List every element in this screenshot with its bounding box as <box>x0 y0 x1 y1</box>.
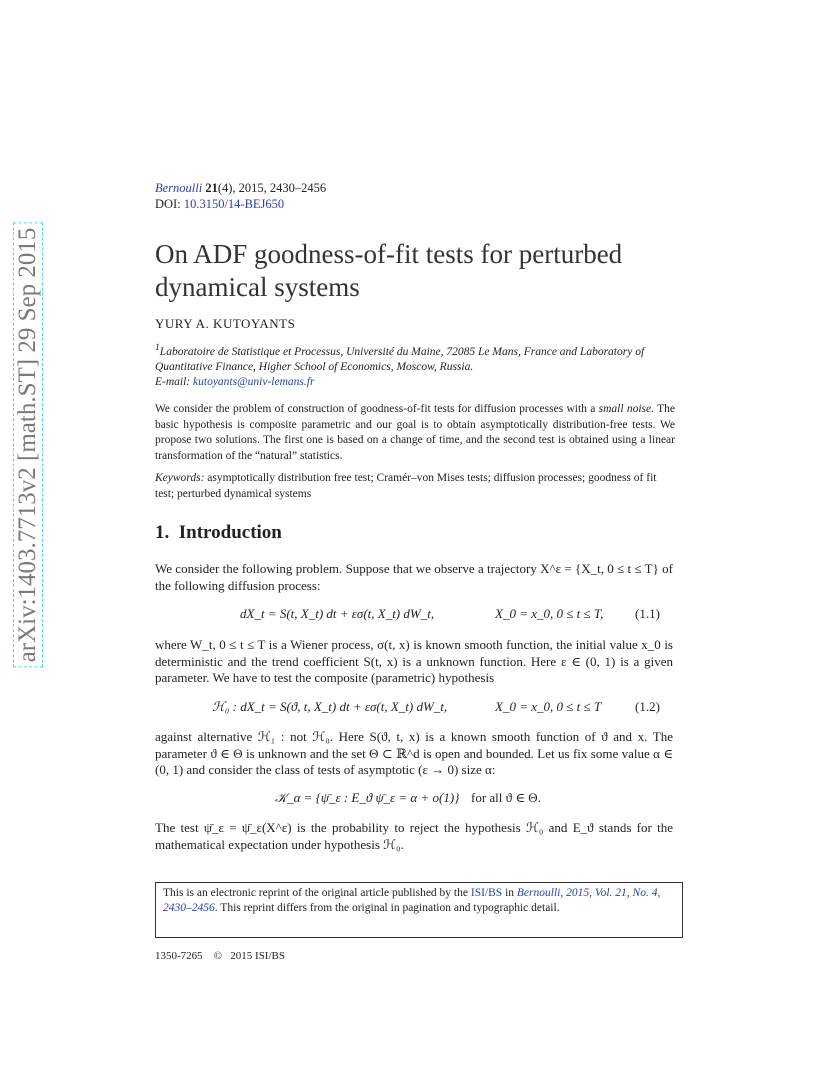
keywords-text: asymptotically distribution free test; Cramér–von Mises tests; diffusion processes; goodness of fit test; perturbed dynamical systems <box>155 472 657 500</box>
reprint-text-2: in <box>502 887 517 899</box>
equation-2-body: ℋ₀ : dX_t = S(ϑ, t, X_t) dt + εσ(t, X_t) dW_t, <box>212 699 448 714</box>
journal-issue: (4), 2015, 2430–2456 <box>217 181 327 195</box>
footer <box>155 950 285 962</box>
email-label: E-mail: <box>155 375 191 388</box>
arxiv-stamp-text[interactable]: arXiv:1403.7713v2 [math.ST] 29 Sep 2015 <box>13 223 43 668</box>
abstract-text-1: We consider the problem of construction of goodness-of-fit tests for diffusion processes with a <box>155 403 599 415</box>
reprint-notice <box>155 882 683 938</box>
reprint-text-3: . This reprint differs from the original in pagination and typographic detail. <box>214 902 560 914</box>
section-heading <box>155 522 282 544</box>
equation-3-body: 𝒦_α = {ψ̄_ε : E_ϑ ψ̄_ε = α + o(1)} <box>275 790 460 805</box>
section-number: 1. <box>155 522 170 543</box>
paragraph-2: where W_t, 0 ≤ t ≤ T is a Wiener process, σ(t, x) is known smooth function, the initial value x_0 is deterministic and the trend coefficient S(t, x) is a unknown function. Here ε ∈ (0, 1) is a given parameter. We have to test the composite (parametric) hypothesis <box>155 637 673 685</box>
journal-line <box>155 181 326 196</box>
keywords <box>155 471 675 502</box>
paragraph-4: The test ψ̄_ε = ψ̄_ε(X^ε) is the probability to reject the hypothesis ℋ₀ and E_ϑ stands for the mathematical expectation under hypothesis ℋ₀. <box>155 820 673 852</box>
copyright-symbol: © <box>213 950 223 962</box>
paragraph-3: against alternative ℋ₁ : not ℋ₀. Here S(ϑ, t, x) is a known smooth function of ϑ and x. The parameter ϑ ∈ Θ is unknown and the set Θ ⊂ ℝ^d is open and bounded. Let us fix some value α ∈ (0, 1) and consider the class of tests of asymptotic (ε → 0) size α: <box>155 729 673 777</box>
equation-1-body: dX_t = S(t, X_t) dt + εσ(t, X_t) dW_t, <box>240 606 435 621</box>
doi-line <box>155 197 284 212</box>
journal-link[interactable]: Bernoulli <box>155 181 203 195</box>
equation-3-condition: for all ϑ ∈ Θ. <box>471 790 541 805</box>
isi-bs-link[interactable]: ISI/BS <box>470 887 503 899</box>
equation-2-number: (1.2) <box>635 699 660 714</box>
affiliation <box>155 340 675 390</box>
arxiv-stamp <box>6 227 50 663</box>
paper-title: On ADF goodness-of-fit tests for perturbed dynamical systems <box>155 239 623 302</box>
email-link[interactable]: kutoyants@univ-lemans.fr <box>193 375 315 388</box>
equation-1-condition: X_0 = x_0, 0 ≤ t ≤ T, <box>495 606 604 621</box>
copyright-text: 2015 ISI/BS <box>230 950 285 962</box>
equation-1-number: (1.1) <box>635 606 660 621</box>
paragraph-1: We consider the following problem. Suppose that we observe a trajectory X^ε = {X_t, 0 ≤ t ≤ T} of the following diffusion process: <box>155 561 673 593</box>
affiliation-mark: 1 <box>155 342 160 353</box>
author-name: YURY A. KUTOYANTS <box>155 316 296 331</box>
doi-label: DOI: <box>155 197 181 211</box>
section-title: Introduction <box>178 522 282 543</box>
affiliation-text: Laboratoire de Statistique et Processus, Université du Maine, 72085 Le Mans, France and Laboratory of Quantitative Finance, Higher School of Economics, Moscow, Russia. <box>155 345 645 373</box>
abstract <box>155 402 675 464</box>
keywords-label: Keywords: <box>155 472 205 484</box>
reprint-text-1: This is an electronic reprint of the original article published by the <box>163 887 471 899</box>
doi-link[interactable]: 10.3150/14-BEJ650 <box>183 197 285 211</box>
reprint-citation-link[interactable]: Bernoulli, 2015, Vol. 21, No. 4, 2430–2456 <box>163 887 661 914</box>
abstract-text-2: The basic hypothesis is composite parametric and our goal is to obtain asymptotically distribution-free tests. We propose two solutions. The first one is based on a change of time, and the second test is obtained using a linear transformation of the “natural” statistics. <box>155 403 675 462</box>
issn: 1350-7265 <box>155 950 203 962</box>
equation-2-condition: X_0 = x_0, 0 ≤ t ≤ T <box>495 699 602 714</box>
journal-volume: 21 <box>205 181 218 195</box>
abstract-italic: small noise. <box>598 403 655 415</box>
